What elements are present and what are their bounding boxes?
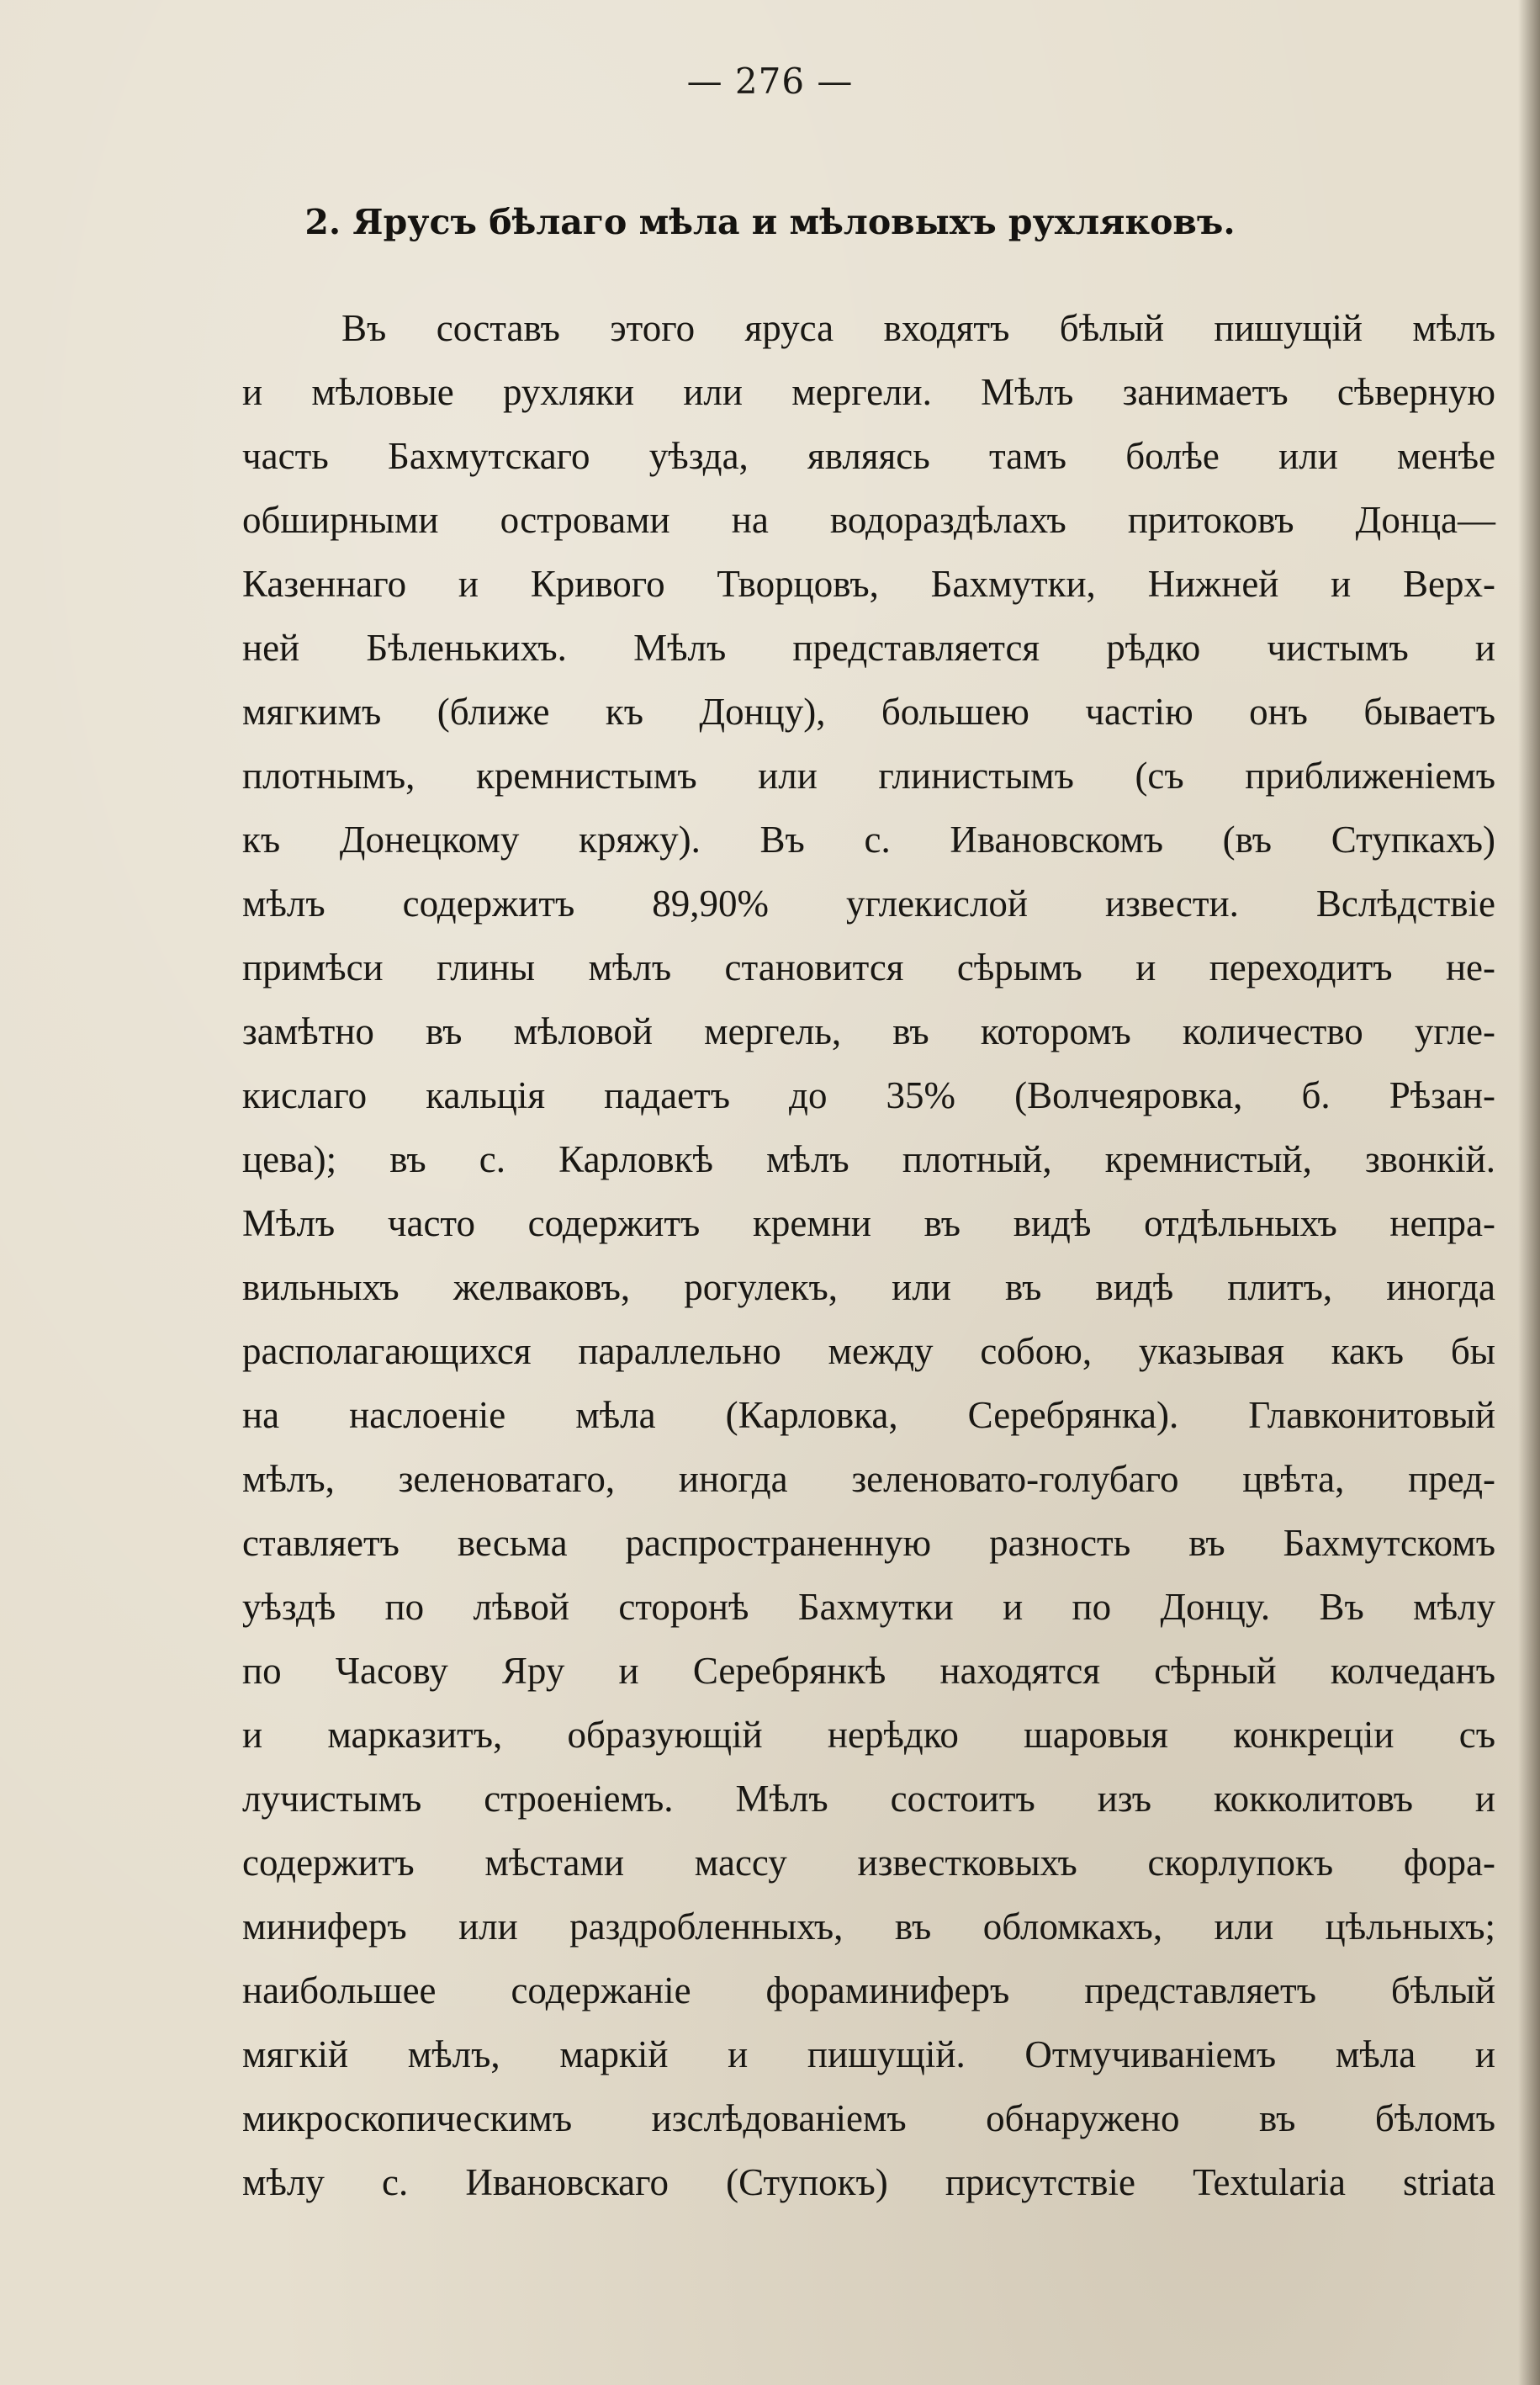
text-line: миниферъ или раздробленныхъ, въ обломкахъ, или цѣльныхъ;	[242, 1905, 1495, 1948]
text-line: ней Бѣленькихъ. Мѣлъ представляется рѣдко чистымъ и	[242, 627, 1495, 669]
page-number: — 276 —	[686, 61, 854, 102]
section-heading: 2. Ярусъ бѣлаго мѣла и мѣловыхъ рухляковъ.	[304, 202, 1236, 242]
text-line: лучистымъ строеніемъ. Мѣлъ состоитъ изъ кокколитовъ и	[242, 1778, 1495, 1820]
text-line: мягкій мѣлъ, маркій и пишущій. Отмучиваніемъ мѣла и	[242, 2033, 1495, 2075]
text-line: часть Бахмутскаго уѣзда, являясь тамъ болѣе или менѣе	[242, 435, 1495, 477]
text-line: микроскопическимъ изслѣдованіемъ обнаружено въ бѣломъ	[242, 2097, 1495, 2139]
text-line: плотнымъ, кремнистымъ или глинистымъ (съ приближеніемъ	[242, 755, 1495, 797]
text-line: Казеннаго и Кривого Творцовъ, Бахмутки, Нижней и Верх-	[242, 563, 1495, 605]
text-line: располагающихся параллельно между собою, указывая какъ бы	[242, 1330, 1495, 1372]
text-line: и мѣловые рухляки или мергели. Мѣлъ занимаетъ сѣверную	[242, 371, 1495, 413]
text-line: содержитъ мѣстами массу известковыхъ скорлупокъ фора-	[242, 1842, 1495, 1884]
text-line: наибольшее содержаніе фораминиферъ представляетъ бѣлый	[242, 1969, 1495, 2011]
text-line: обширными островами на водораздѣлахъ притоковъ Донца—	[242, 499, 1495, 541]
text-line: и марказитъ, образующій нерѣдко шаровыя конкреціи съ	[242, 1714, 1495, 1756]
text-line: уѣздѣ по лѣвой сторонѣ Бахмутки и по Донцу. Въ мѣлу	[242, 1586, 1495, 1628]
text-line: мѣлъ, зеленоватаго, иногда зеленовато-голубаго цвѣта, пред-	[242, 1458, 1495, 1500]
text-line: мягкимъ (ближе къ Донцу), большею частію онъ бываетъ	[242, 691, 1495, 733]
text-line: цева); въ с. Карловкѣ мѣлъ плотный, кремнистый, звонкій.	[242, 1138, 1495, 1180]
text-line: кислаго кальція падаетъ до 35% (Волчеяровка, б. Рѣзан-	[242, 1074, 1495, 1116]
text-line: мѣлу с. Ивановскаго (Ступокъ) присутствіе Textularia striata	[242, 2161, 1495, 2203]
text-line: по Часову Яру и Серебрянкѣ находятся сѣрный колчеданъ	[242, 1650, 1495, 1692]
body-paragraph	[242, 296, 1495, 2214]
text-line: Мѣлъ часто содержитъ кремни въ видѣ отдѣльныхъ непра-	[242, 1202, 1495, 1244]
text-line: къ Донецкому кряжу). Въ с. Ивановскомъ (въ Ступкахъ)	[242, 819, 1495, 861]
text-line: на наслоеніе мѣла (Карловка, Серебрянка). Главконитовый	[242, 1394, 1495, 1436]
text-line: замѣтно въ мѣловой мергель, въ которомъ количество угле-	[242, 1010, 1495, 1052]
text-line: Въ составъ этого яруса входятъ бѣлый пишущій мѣлъ	[341, 307, 1495, 349]
text-line: мѣлъ содержитъ 89,90% углекислой извести. Вслѣдствіе	[242, 882, 1495, 925]
text-line: примѣси глины мѣлъ становится сѣрымъ и переходитъ не-	[242, 946, 1495, 988]
page-edge-shadow	[1518, 0, 1540, 2385]
text-line: ставляетъ весьма распространенную разность въ Бахмутскомъ	[242, 1522, 1495, 1564]
text-line: вильныхъ желваковъ, рогулекъ, или въ видѣ плитъ, иногда	[242, 1266, 1495, 1308]
